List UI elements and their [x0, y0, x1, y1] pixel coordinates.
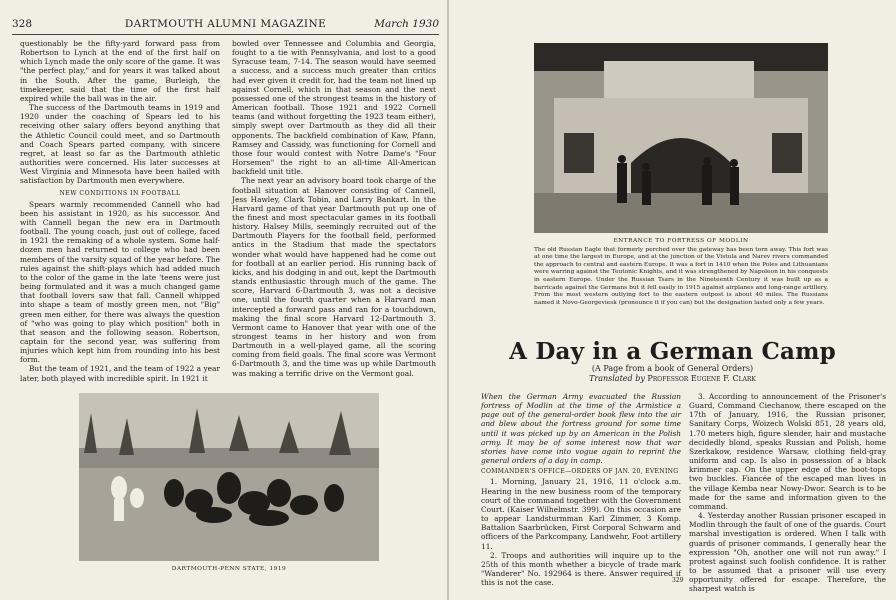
left-column-1 — [20, 39, 220, 383]
right-column-1 — [481, 392, 684, 588]
fortress-photo — [534, 43, 828, 233]
football-scene-image — [79, 393, 379, 561]
article-subtitle: (A Page from a book of General Orders) — [591, 364, 754, 373]
fortress-caption-title: ENTRANCE TO FORTRESS OF MODLIN — [613, 238, 749, 244]
issue-date: March 1930 — [374, 18, 439, 30]
paragraph: questionably be the fifty-yard forward pass from Robertson to Lynch at the end of the first half on which Lynch made the only score of the game. It was "the perfect play," and for years it was talked about in the South. After the game, Burleigh, the timekeeper, said that the time of the first half expired while the ball was in the air. — [20, 39, 220, 103]
football-photo — [79, 393, 379, 561]
football-photo-caption: DARTMOUTH-PENN STATE, 1919 — [171, 566, 287, 572]
paragraph: 1. Morning, January 21, 1916, 11 o'clock a.m. Hearing in the new business room of the temporary court of the command together with the Government Court. (Kaiser Wilhelmstr. 399). On this occasion are to appear Landsturmman Karl Zimmer, 3 Komp. Battalion Saarbrücken, First Corporal Schwarm and officers of the Parkcompany, Landwehr, Foot artillery 11. — [481, 477, 681, 551]
fortress-caption — [534, 238, 828, 307]
translated-by-label: Translated by — [589, 374, 645, 383]
paragraph: 3. According to announcement of the Prisoner's Guard, Command Ciechanow, there escaped on the 17th of January, 1916, the Russian prisoner, Sanitary Corps, Woizech Wolski 851, 28 years old, 1.70 meters high, figure slender, hair and mustache decidedly blond, speaks Russian and Polish, home Szerkakow, residence Warsaw, clothing field-gray uniform and cap. Is also in possession of a black krimmer cap. On the upper edge of the boot-tops two buckles. Fiancée of the escaped man lives in the village Kemba near Nowy-Dwor. Search is to be made for the same and information given to the command. — [689, 392, 886, 511]
orders-heading: COMMANDER'S OFFICE—ORDERS OF JAN. 20, EVENING — [481, 468, 679, 476]
article-intro: When the German Army evacuated the Russian fortress of Modlin at the time of the Armistice a page out of the general-order book flew into the air and blew about the fortress ground for some time until it was picked up by an American in the Polish army. It may be of some interest now that war stories have come into vogue again to reprint the general orders of a day in camp. — [481, 392, 681, 466]
section-heading: NEW CONDITIONS IN FOOTBALL — [59, 189, 181, 197]
paragraph: Spears warmly recommended Cannell who had been his assistant in 1920, as his successor. And with Cannell began the new era in Dartmouth football. The young coach, just out of college, faced in 1921 the remaking of a whole system. Some half-dozen men had returned to college who had been members of the varsity squad of the year before. The rules against the shift-plays which had added much to the color of the game in the late 'teens were just being formulated and it was a much changed game that football lovers saw that fall. Cannell whipped into shape a team of mostly green men, not "Big" green men either, for there was always the question of "who was going to play which position" both in that season and the following season. Robertson, captain for the second year, was suffering from injuries which kept him from rounding into his best form. — [20, 199, 220, 365]
right-column-2 — [689, 392, 886, 593]
paragraph: The success of the Dartmouth teams in 1919 and 1920 under the coaching of Spears led to his receiving other salary offers beyond anything that the Athletic Council could meet, and so Dartmouth and Coach Spears parted company, with sincere regret, at least so far as the Dartmouth athletic authorities were concerned. His later successes at West Virginia and Minnesota have been hailed with satisfaction by Dartmouth men everywhere. — [20, 103, 220, 186]
right-page — [449, 0, 896, 600]
fortress-gate-image — [534, 43, 828, 233]
running-title: DARTMOUTH ALUMNI MAGAZINE — [124, 18, 327, 30]
running-header-left — [12, 18, 439, 34]
page-number-left: 328 — [12, 18, 33, 30]
translator-name: Professor Eugene F. Clark — [647, 374, 756, 383]
paragraph: bowled over Tennessee and Columbia and Georgia, fought to a tie with Pennsylvania, and lost to a good Syracuse team, 7-14. The season would have seemed a success, and a success much greater than critics had ever given it credit for, had the team not lined up against Cornell, which in that season and the next possessed one of the strongest teams in the history of American football. Those 1921 and 1922 Cornell teams (and without forgetting the 1923 team either), simply swept over Dartmouth as they did all their opponents. The backfield combination of Kaw, Pfann, Ramsey and Cassidy, was functioning for Cornell and those four would contest with Notre Dame's "Four Horsemen" the right to an all-time All-American backfield unit title. — [232, 39, 436, 177]
paragraph: 4. Yesterday another Russian prisoner escaped in Modlin through the fault of one of the guards. Court marshal investigation is ordered. When I talk with guards of prisoner commands, I generally hear the expression "Oh, another one will not run away." I protest against such foolish confidence. It is rather to be assumed that a prisoner will use every opportunity offered for escape. Therefore, the sharpest watch is — [689, 511, 886, 594]
left-page — [0, 0, 447, 600]
paragraph: But the team of 1921, and the team of 1922 a year later, both played with incredible spirit. In 1921 it — [20, 364, 220, 383]
left-column-2 — [232, 39, 436, 378]
fortress-caption-body: The old Russian Eagle that formerly perched over the gateway has been torn away. This fort was at one time the largest in Europe, and at the junction of the Vistula and Narev rivers commanded the approach to central and eastern Europe. It was a fort in 1410 when the Poles and Lithuanians were warring against the Teutonic Knights, and it was strengthened by Napoleon in his conquests in eastern Europe. Under the Russian Tsars in the Nineteenth Century it was built up as a barricade against the Germans but it fell easily in 1915 against airplanes and long-range artillery. From the most western outlying fort to the eastern outpost is about 40 miles. The Russians named it Novo-Georgeviesk (pronounce it if you can) but the designation lasted only a few years. — [534, 246, 828, 306]
paragraph: 2. Troops and authorities will inquire up to the 25th of this month whether a bicycle of trade mark "Wanderer" No. 192964 is there. Answer required if this is not the case. — [481, 550, 681, 588]
paragraph: The next year an advisory board took charge of the football situation at Hanover consisting of Cannell, Jess Hawley, Clark Tobin, and Larry Bankart. In the Harvard game of that year Dartmouth put up one of the finest and most spectacular games in its football history. Halsey Mills, seemingly recruited out of the Dartmouth Players for the football field, performed antics in the Stadium that made the spectators wonder what would have happened had he come out for football at an earlier period. His running back of kicks, and his dodging in and out, kept the Dartmouth stands enthusiastic through much of the game. The score, Harvard 6-Dartmouth 3, was not a decisive one, until the fourth quarter when a Harvard man intercepted a forward pass and ran for a touchdown, making the final score Harvard 12-Dartmouth 3. Vermont came to Hanover that year with one of the strongest teams in her history and won from Dartmouth in a well-played game, all the scoring coming from field goals. The final score was Vermont 6-Dartmouth 3, and the time was up while Dartmouth was making a terrific drive on the Vermont goal. — [232, 176, 436, 378]
page-number-right: 329 — [672, 577, 684, 584]
article-title: A Day in a German Camp — [509, 338, 836, 365]
article-byline — [449, 374, 896, 383]
header-rule — [12, 34, 439, 35]
